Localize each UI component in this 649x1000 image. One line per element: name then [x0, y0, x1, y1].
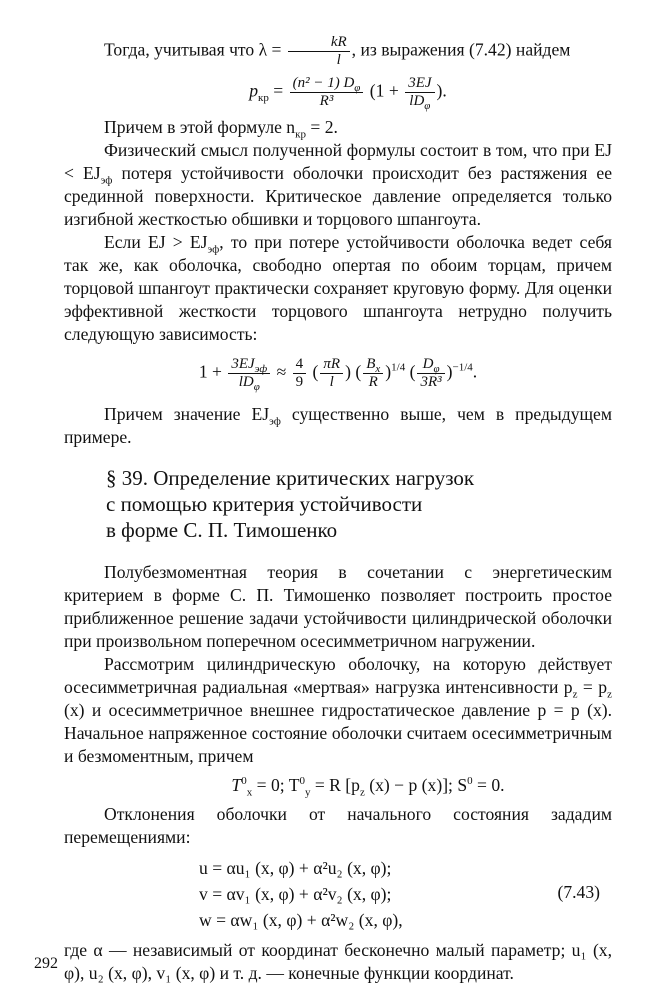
system-v: v = αv₁ (x, φ) + α²v₂ (x, φ);	[199, 884, 392, 904]
formula-pcr: $p_{кр}$ = $\frac{(n^2 - 1) D_\varphi}{\text{R³}}$ (1 + $\frac{3EJ}{lD_\varphi}$ ).	[249, 75, 447, 112]
formula-effective-stiffness: 1 + $\frac{3EJ_{эф}}{lD_\varphi}$ ≈ $\frac{4}{9}$ ( $\frac{\pi R}{l}$ ) ( $\frac{B_x}{R}$ )$^{1/4}$ ( $\frac{D_\varphi}{\text{3R³}}$ )$^{-1/4}$.	[198, 356, 478, 393]
klr-fraction: $\frac{kR}{l}$	[288, 34, 350, 69]
paragraph-value: Причем значение $EJ_{эф}$ существенно выше, чем в предыдущем примере.	[64, 404, 612, 447]
stiffness-fraction-3: $\frac{\pi R}{l}$	[320, 356, 343, 391]
intro-tail: , из выражения (7.42) найдем	[351, 39, 571, 60]
intro-lead: Тогда, учитывая что λ =	[104, 39, 282, 60]
system-u: u = αu₁ (x, φ) + α²u₂ (x, φ);	[199, 858, 392, 878]
formula-initial-state: $T^0_x = 0$; $T^0_y = R$ [$p_z$ (x) − p (x)]; $S^0 = 0$.	[231, 775, 505, 799]
intro-line	[64, 34, 612, 69]
heading-line-2: с помощью критерия устойчивости	[106, 492, 423, 516]
stiffness-fraction-2: $\frac{4}{9}$	[293, 356, 307, 391]
paragraph-where: где α — независимый от координат бесконечно малый параметр; u₁ (x, φ), u₂ (x, φ), v₁ (x, φ) и т. д. — конечные функции координат.	[64, 940, 612, 983]
system-w: w = αw₁ (x, φ) + α²w₂ (x, φ),	[199, 910, 403, 930]
equation-number: (7.43)	[557, 882, 600, 902]
page-number: 292	[34, 955, 58, 972]
stiffness-fraction-4: $\frac{B_x}{R}$	[363, 356, 383, 391]
stiffness-fraction-5: $\frac{D_\varphi}{\text{3R³}}$	[417, 356, 444, 391]
paragraph-deviation: Отклонения оболочки от начального состояния зададим перемещениями:	[64, 804, 612, 847]
paragraph-if-ej-greater: Если EJ > $EJ_{эф}$, то при потере устойчивости оболочка ведет себя так же, как оболочка, свободно опертая по обоим торцам, причем торцовой шпангоут практически сохраняет круговую форму. Для оценки эффективной жесткости торцового шпангоута нетрудно получить следующую зависимость:	[64, 232, 612, 344]
pcr-inner-fraction: $\frac{3EJ}{lD_\varphi}$	[405, 75, 434, 110]
heading-line-3: в форме С. П. Тимошенко	[106, 518, 338, 542]
heading-line-1: § 39. Определение критических нагрузок	[106, 466, 475, 490]
pcr-main-fraction: $\frac{(n^2 - 1) D_\varphi}{\text{R³}}$	[290, 75, 364, 110]
section-heading	[64, 465, 612, 543]
paragraph-consider: Рассмотрим цилиндрическую оболочку, на которую действует осесимметричная радиальная «мертвая» нагрузка интенсивности $p_z = p_z$ (x) и осесимметричное внешнее гидростатическое давление p = p (x). Начальное напряженное состояние оболочки считаем осесимметричным и безмоментным, причем	[64, 654, 612, 766]
displacement-system	[64, 855, 612, 933]
paragraph-semi-momentless: Полубезмоментная теория в сочетании с энергетическим критерием в форме С. П. Тимошенко позволяет построить простое приближенное решение задачи устойчивости цилиндрической оболочки при произвольном поперечном осесимметричном нагружении.	[64, 562, 612, 651]
text-column	[64, 34, 612, 985]
paragraph-physical-meaning: Физический смысл полученной формулы состоит в том, что при EJ < $EJ_{эф}$ потеря устойчивости оболочки происходит без растяжения ее срединной поверхности. Критическое давление определяется только изгибной жесткостью обшивки и торцового шпангоута.	[64, 140, 612, 229]
paragraph-ncr: Причем в этой формуле $n_{кр} = 2$.	[104, 117, 338, 141]
stiffness-fraction-1: $\frac{3EJ_{эф}}{lD_\varphi}$	[228, 356, 270, 391]
